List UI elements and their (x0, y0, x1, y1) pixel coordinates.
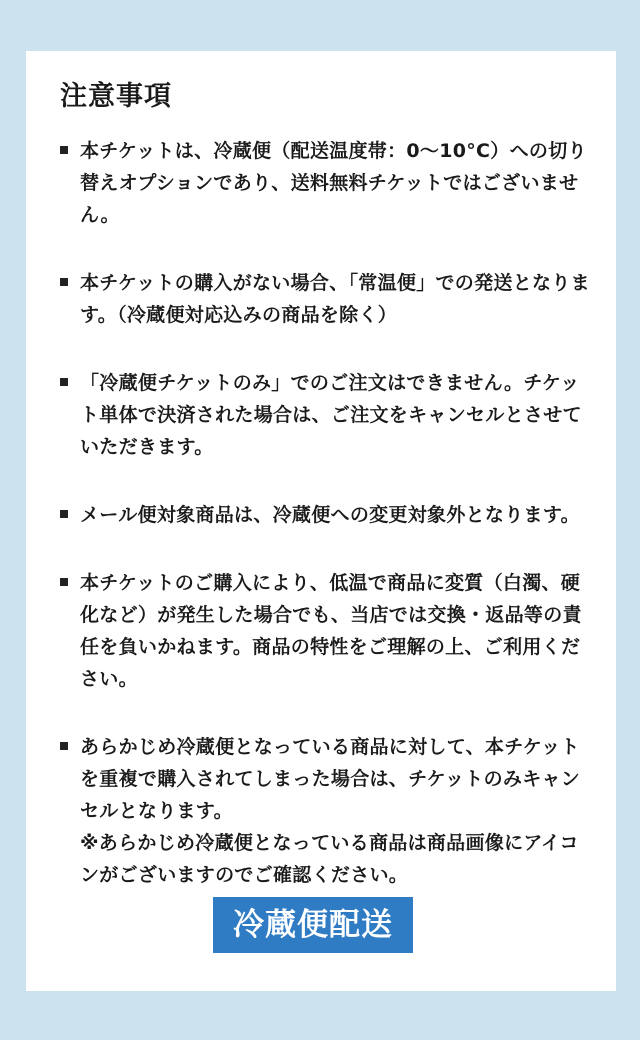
refrigerated-delivery-badge: 冷蔵便配送 (213, 897, 413, 953)
notice-list (60, 135, 590, 927)
notice-item (60, 731, 590, 891)
square-bullet-icon (60, 578, 68, 586)
notice-item (60, 567, 590, 695)
notice-item-text: 本チケットの購入がない場合、「常温便」での発送となります。（冷蔵便対応込みの商品を除く） (80, 272, 590, 326)
notice-item-text: 「冷蔵便チケットのみ」でのご注文はできません。チケット単体で決済された場合は、ご注文をキャンセルとさせていただきます。 (80, 372, 582, 458)
square-bullet-icon (60, 146, 68, 154)
notice-item-text: 本チケットのご購入により、低温で商品に変質（白濁、硬化など）が発生した場合でも、当店では交換・返品等の責任を負いかねます。商品の特性をご理解の上、ご利用ください。 (80, 572, 582, 690)
notice-item-text: 本チケットは、冷蔵便（配送温度帯：0〜10°C）への切り替えオプションであり、送料無料チケットではございません。 (80, 140, 587, 226)
square-bullet-icon (60, 278, 68, 286)
notice-card (26, 51, 616, 991)
square-bullet-icon (60, 378, 68, 386)
notice-item-text: メール便対象商品は、冷蔵便への変更対象外となります。 (80, 504, 580, 526)
notice-item-text: あらかじめ冷蔵便となっている商品に対して、本チケットを重複で購入されてしまった場合は、チケットのみキャンセルとなります。 (80, 736, 581, 822)
notice-item (60, 367, 590, 463)
notice-item-footnote: ※あらかじめ冷蔵便となっている商品は商品画像にアイコンがございますのでご確認ください。 (80, 832, 579, 886)
square-bullet-icon (60, 742, 68, 750)
notice-item (60, 135, 590, 231)
notice-item (60, 267, 590, 331)
square-bullet-icon (60, 510, 68, 518)
notice-item (60, 499, 590, 531)
notice-title: 注意事項 (60, 81, 172, 112)
